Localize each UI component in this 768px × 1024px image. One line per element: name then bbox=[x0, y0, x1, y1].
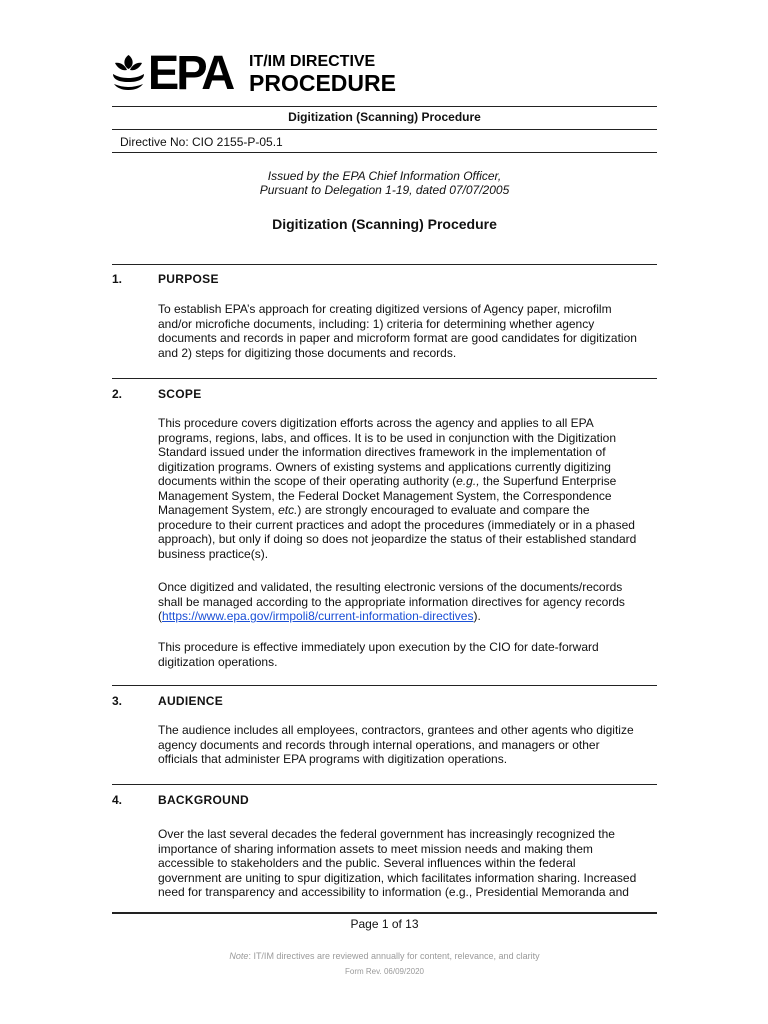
footer-divider bbox=[112, 912, 657, 914]
header-title: Digitization (Scanning) Procedure bbox=[288, 110, 481, 124]
divider bbox=[112, 106, 657, 107]
text-line: government are uniting to spur digitization, which facilitates information sharing. Increased bbox=[158, 870, 637, 885]
scope-paragraph-2 bbox=[158, 580, 660, 624]
section-divider bbox=[112, 784, 657, 785]
epa-logo-text: EPA bbox=[147, 47, 233, 100]
section-heading-scope: SCOPE bbox=[158, 387, 202, 401]
text-line: digitization programs. Owners of existing systems and applications currently digitizing bbox=[158, 459, 611, 474]
document-title: Digitization (Scanning) Procedure bbox=[272, 216, 497, 232]
text-run: the Superfund Enterprise bbox=[479, 474, 617, 488]
text-line: The audience includes all employees, contractors, grantees and other agents who digitize bbox=[158, 723, 634, 737]
section-heading-purpose: PURPOSE bbox=[158, 272, 219, 286]
text-line: accessible to stakeholders and the public. Several influences within the federal bbox=[158, 856, 576, 870]
text-line: Over the last several decades the federal government has increasingly recognized the bbox=[158, 827, 615, 841]
section-number: 2. bbox=[112, 387, 123, 401]
text-run: documents within the scope of their operating authority ( bbox=[158, 474, 457, 488]
text-line: agency documents and records through internal operations, and managers or other bbox=[158, 737, 600, 752]
section-divider bbox=[112, 264, 657, 265]
section-heading-background: BACKGROUND bbox=[158, 793, 249, 807]
text-line bbox=[158, 503, 660, 518]
scope-paragraph-1 bbox=[158, 416, 660, 561]
form-revision: Form Rev. 06/09/2020 bbox=[344, 967, 424, 976]
text-line: business practice(s). bbox=[158, 546, 269, 561]
divider bbox=[112, 152, 657, 153]
text-line: approach), but only if doing so does not jeopardize the status of their established standard bbox=[158, 532, 637, 546]
directive-type bbox=[249, 52, 396, 95]
background-paragraph bbox=[158, 827, 660, 900]
epa-logo bbox=[112, 47, 233, 100]
text-line: Standard issued under the information directives framework in the implementation of bbox=[158, 445, 606, 459]
text-line: shall be managed according to the appropriate information directives for agency records bbox=[158, 594, 625, 609]
section-number: 3. bbox=[112, 694, 123, 708]
text-line: procedure to their current practices and adopt the procedures (immediately or in a phased bbox=[158, 517, 635, 532]
text-line: To establish EPA’s approach for creating digitized versions of Agency paper, microfilm bbox=[158, 302, 612, 316]
section-divider bbox=[112, 378, 657, 379]
text-line: officials that administer EPA programs with digitization operations. bbox=[158, 752, 508, 766]
text-line: This procedure is effective immediately upon execution by the CIO for date-forward bbox=[158, 640, 599, 654]
text-line: and 2) steps for digitizing those documents and records. bbox=[158, 345, 457, 360]
text-run: Management System, bbox=[158, 503, 279, 517]
directive-number: Directive No: CIO 2155-P-05.1 bbox=[120, 135, 283, 149]
section-number: 1. bbox=[112, 272, 123, 286]
text-line: and/or microfiche documents, including: 1) criteria for determining whether agency bbox=[158, 316, 595, 331]
text-line: Management System, the Federal Docket Management System, the Correspondence bbox=[158, 488, 612, 503]
divider bbox=[112, 129, 657, 130]
section-heading-audience: AUDIENCE bbox=[158, 694, 224, 708]
text-run: ) are strongly encouraged to evaluate and compare the bbox=[297, 503, 590, 517]
text-run: ( bbox=[158, 609, 162, 623]
page-number: Page 1 of 13 bbox=[350, 917, 419, 931]
scope-paragraph-3 bbox=[158, 640, 660, 669]
text-line bbox=[158, 474, 660, 489]
issued-statement bbox=[112, 169, 657, 197]
section-divider bbox=[112, 685, 657, 686]
section-number: 4. bbox=[112, 793, 123, 807]
audience-paragraph bbox=[158, 723, 660, 767]
directive-type-line2: PROCEDURE bbox=[249, 70, 396, 96]
text-line: digitization operations. bbox=[158, 654, 278, 669]
directive-type-line1: IT/IM DIRECTIVE bbox=[249, 53, 376, 70]
text-run-italic: etc. bbox=[278, 503, 298, 517]
text-line: This procedure covers digitization efforts across the agency and applies to all EPA bbox=[158, 416, 594, 430]
text-run-italic: e.g., bbox=[456, 474, 480, 488]
text-line: Once digitized and validated, the resulting electronic versions of the documents/records bbox=[158, 580, 623, 594]
issued-line1: Issued by the EPA Chief Information Officer, bbox=[267, 169, 502, 183]
text-line: importance of sharing information assets to meet mission needs and making them bbox=[158, 841, 593, 856]
issued-line2: Pursuant to Delegation 1-19, dated 07/07/2005 bbox=[259, 183, 510, 197]
review-note bbox=[112, 951, 657, 961]
text-line: need for transparency and accessibility to information (e.g., Presidential Memoranda and bbox=[158, 885, 629, 899]
text-run: ). bbox=[473, 609, 481, 623]
epa-flower-icon bbox=[112, 53, 145, 95]
text-line bbox=[158, 609, 660, 624]
note-text: : IT/IM directives are reviewed annually for content, relevance, and clarity bbox=[248, 951, 540, 961]
text-line: documents and records in paper and microform format are good candidates for digitization bbox=[158, 331, 637, 345]
text-line: programs, regions, labs, and offices. It is to be used in conjunction with the Digitization bbox=[158, 430, 617, 445]
note-label: Note bbox=[229, 951, 249, 961]
directives-link[interactable]: https://www.epa.gov/irmpoli8/current-information-directives bbox=[162, 609, 474, 623]
purpose-paragraph bbox=[158, 302, 660, 360]
